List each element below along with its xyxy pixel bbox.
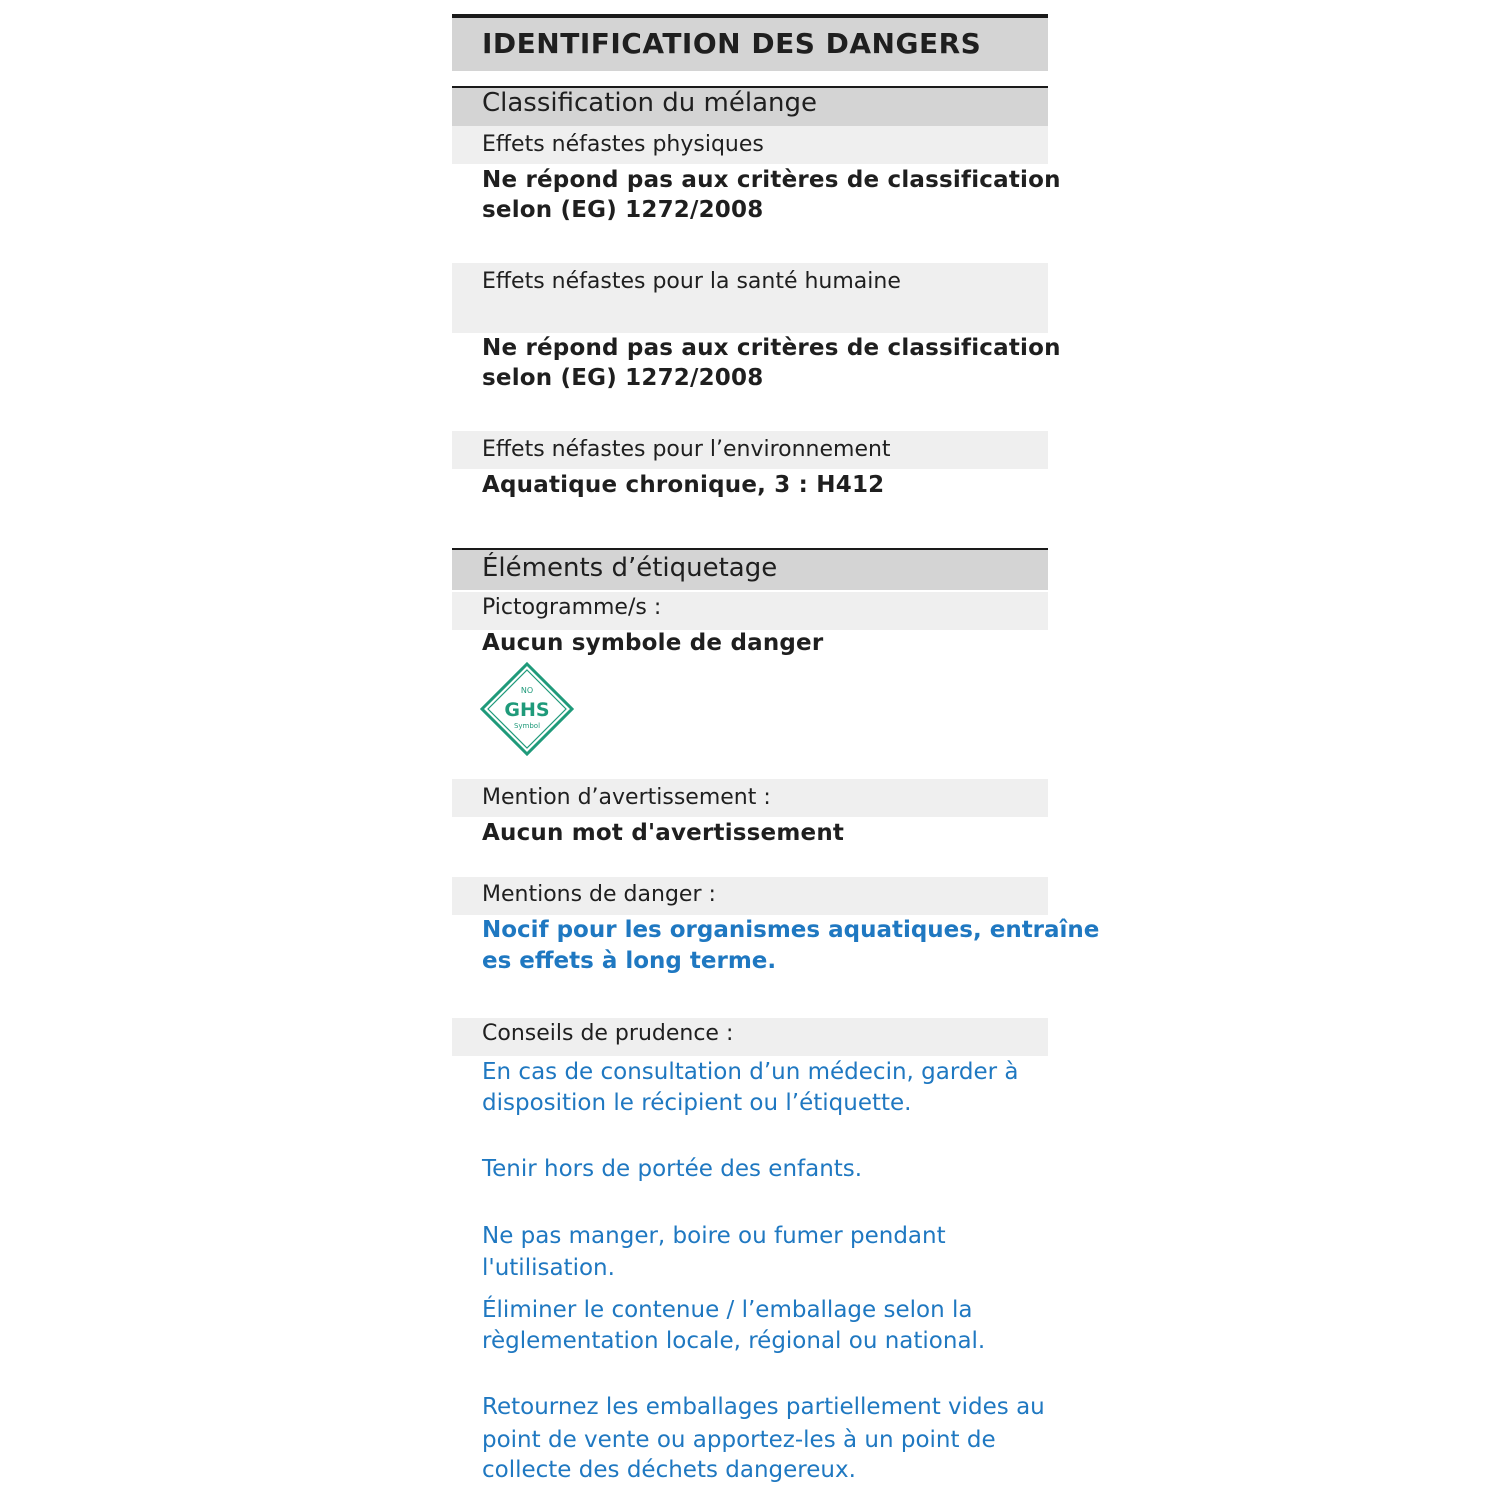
page-title: IDENTIFICATION DES DANGERS	[482, 27, 982, 60]
precaution-line: règlementation locale, régional ou national.	[482, 1328, 986, 1354]
health-label: Effets néfastes pour la santé humaine	[482, 269, 901, 294]
precaution-line: Ne pas manger, boire ou fumer pendant	[482, 1223, 946, 1249]
precaution-line: disposition le récipient ou l’étiquette.	[482, 1090, 912, 1116]
hazard-value-line-2: es effets à long terme.	[482, 948, 777, 974]
ghs-line-2: GHS	[504, 699, 550, 721]
precaution-line: collecte des déchets dangereux.	[482, 1457, 856, 1483]
no-ghs-symbol-icon	[480, 662, 574, 756]
classification-title: Classification du mélange	[482, 88, 818, 118]
health-value-line-1: Ne répond pas aux critères de classification	[482, 335, 1061, 361]
precaution-line: point de vente ou apportez-les à un point de	[482, 1427, 996, 1453]
ghs-line-1: NO	[520, 686, 534, 695]
pictogram-label: Pictogramme/s :	[482, 595, 662, 620]
pictogram-value: Aucun symbole de danger	[482, 630, 824, 656]
physical-label: Effets néfastes physiques	[482, 132, 764, 157]
precaution-line: En cas de consultation d’un médecin, garder à	[482, 1059, 1019, 1085]
environment-label: Effets néfastes pour l’environnement	[482, 437, 891, 462]
health-value-line-2: selon (EG) 1272/2008	[482, 365, 764, 391]
hazard-value-line-1: Nocif pour les organismes aquatiques, entraîne	[482, 917, 1100, 943]
ghs-line-3: Symbol	[513, 722, 541, 730]
physical-value-line-1: Ne répond pas aux critères de classification	[482, 167, 1061, 193]
precaution-line: Retournez les emballages partiellement vides au	[482, 1394, 1045, 1420]
environment-value: Aquatique chronique, 3 : H412	[482, 472, 885, 498]
labelling-title: Éléments d’étiquetage	[482, 553, 778, 583]
precaution-line: Tenir hors de portée des enfants.	[482, 1156, 863, 1182]
safety-data-sheet	[452, 0, 1100, 1500]
signal-value: Aucun mot d'avertissement	[482, 820, 845, 846]
precaution-label: Conseils de prudence :	[482, 1021, 734, 1046]
signal-label: Mention d’avertissement :	[482, 785, 771, 810]
precaution-line: l'utilisation.	[482, 1255, 615, 1281]
physical-value-line-2: selon (EG) 1272/2008	[482, 197, 764, 223]
hazard-label: Mentions de danger :	[482, 882, 716, 907]
precaution-line: Éliminer le contenue / l’emballage selon la	[482, 1297, 973, 1323]
